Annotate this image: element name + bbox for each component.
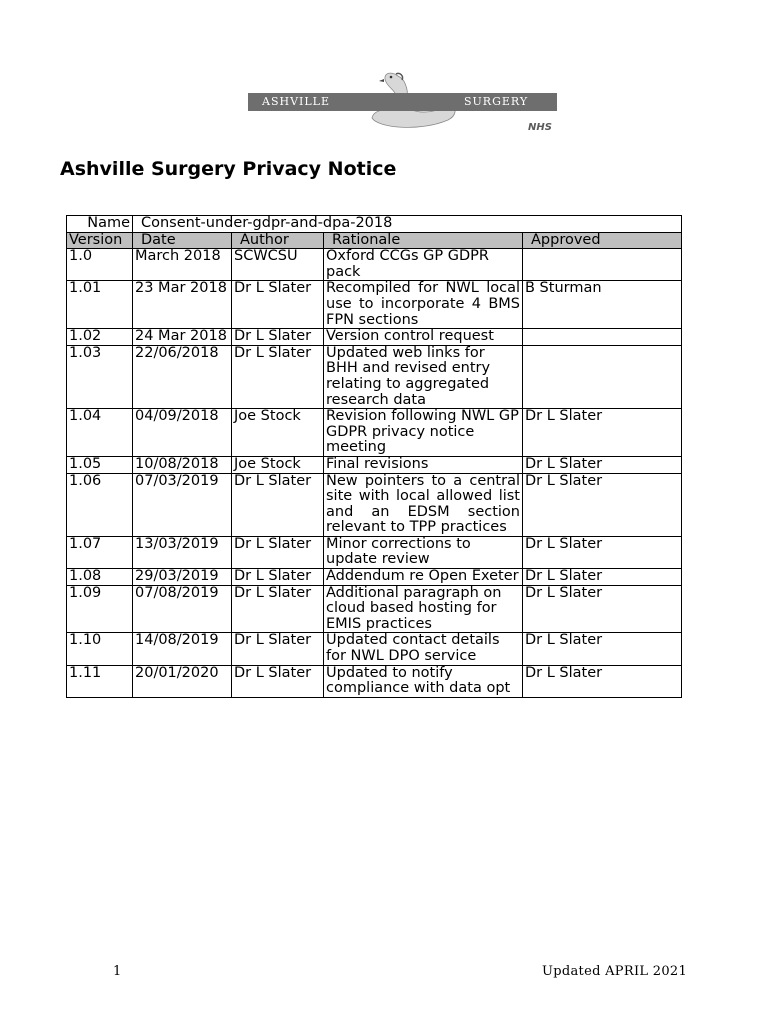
header-date: Date — [133, 232, 232, 249]
cell-version: 1.03 — [67, 345, 133, 408]
cell-date: 29/03/2019 — [133, 569, 232, 586]
table-row — [67, 456, 682, 473]
cell-date: 10/08/2018 — [133, 456, 232, 473]
cell-author: Dr L Slater — [232, 585, 324, 633]
page-title: Ashville Surgery Privacy Notice — [60, 158, 397, 180]
cell-date: 07/03/2019 — [133, 473, 232, 536]
cell-rationale: New pointers to a central site with local allowed list and an EDSM section relevant to TPP practices — [324, 473, 523, 536]
cell-approved: Dr L Slater — [523, 585, 682, 633]
cell-version: 1.11 — [67, 665, 133, 697]
cell-version: 1.06 — [67, 473, 133, 536]
name-label: Name — [67, 216, 133, 233]
cell-author: Dr L Slater — [232, 281, 324, 329]
table-row — [67, 536, 682, 568]
table-row — [67, 473, 682, 536]
cell-author: Dr L Slater — [232, 473, 324, 536]
cell-approved: Dr L Slater — [523, 409, 682, 457]
logo-right-text: SURGERY — [464, 95, 529, 108]
cell-date: 13/03/2019 — [133, 536, 232, 568]
table-row — [67, 345, 682, 408]
header-approved: Approved — [523, 232, 682, 249]
cell-approved: Dr L Slater — [523, 473, 682, 536]
cell-rationale: Updated to notify compliance with data opt — [324, 665, 523, 697]
cell-date: 24 Mar 2018 — [133, 329, 232, 346]
cell-version: 1.10 — [67, 633, 133, 665]
table-row — [67, 585, 682, 633]
cell-author: Joe Stock — [232, 456, 324, 473]
name-value: Consent-under-gdpr-and-dpa-2018 — [133, 216, 682, 233]
cell-approved: Dr L Slater — [523, 633, 682, 665]
name-row — [67, 216, 682, 233]
page-number: 1 — [113, 964, 122, 979]
cell-approved: Dr L Slater — [523, 569, 682, 586]
cell-approved — [523, 249, 682, 281]
cell-version: 1.05 — [67, 456, 133, 473]
cell-author: Dr L Slater — [232, 329, 324, 346]
cell-approved: Dr L Slater — [523, 536, 682, 568]
table-row — [67, 569, 682, 586]
cell-author: Dr L Slater — [232, 665, 324, 697]
table-row — [67, 665, 682, 697]
cell-version: 1.02 — [67, 329, 133, 346]
header-row — [67, 232, 682, 249]
cell-rationale: Minor corrections to update review — [324, 536, 523, 568]
header-rationale: Rationale — [324, 232, 523, 249]
cell-author: Dr L Slater — [232, 569, 324, 586]
table-row — [67, 249, 682, 281]
nhs-mark: NHS — [528, 122, 552, 133]
cell-version: 1.09 — [67, 585, 133, 633]
cell-approved: B Sturman — [523, 281, 682, 329]
surgery-logo — [248, 68, 560, 138]
cell-date: 04/09/2018 — [133, 409, 232, 457]
cell-version: 1.04 — [67, 409, 133, 457]
cell-approved: Dr L Slater — [523, 665, 682, 697]
table-row — [67, 329, 682, 346]
table-row — [67, 633, 682, 665]
cell-author: SCWCSU — [232, 249, 324, 281]
cell-date: 20/01/2020 — [133, 665, 232, 697]
cell-version: 1.07 — [67, 536, 133, 568]
cell-version: 1.08 — [67, 569, 133, 586]
logo-banner — [248, 93, 557, 111]
cell-author: Dr L Slater — [232, 345, 324, 408]
cell-rationale: Updated contact details for NWL DPO service — [324, 633, 523, 665]
cell-date: 14/08/2019 — [133, 633, 232, 665]
header-version: Version — [67, 232, 133, 249]
cell-date: 07/08/2019 — [133, 585, 232, 633]
cell-rationale: Updated web links for BHH and revised entry relating to aggregated research data — [324, 345, 523, 408]
cell-date: 22/06/2018 — [133, 345, 232, 408]
header-author: Author — [232, 232, 324, 249]
cell-rationale: Additional paragraph on cloud based hosting for EMIS practices — [324, 585, 523, 633]
table-row — [67, 409, 682, 457]
table-row — [67, 281, 682, 329]
cell-rationale: Recompiled for NWL local use to incorporate 4 BMS FPN sections — [324, 281, 523, 329]
cell-approved — [523, 329, 682, 346]
cell-version: 1.0 — [67, 249, 133, 281]
logo-left-text: ASHVILLE — [262, 95, 331, 108]
cell-approved — [523, 345, 682, 408]
cell-approved: Dr L Slater — [523, 456, 682, 473]
revision-table — [66, 215, 682, 698]
cell-date: 23 Mar 2018 — [133, 281, 232, 329]
cell-author: Dr L Slater — [232, 633, 324, 665]
cell-rationale: Oxford CCGs GP GDPR pack — [324, 249, 523, 281]
cell-rationale: Final revisions — [324, 456, 523, 473]
cell-rationale: Version control request — [324, 329, 523, 346]
updated-date: Updated APRIL 2021 — [542, 964, 688, 979]
cell-version: 1.01 — [67, 281, 133, 329]
cell-author: Joe Stock — [232, 409, 324, 457]
cell-rationale: Revision following NWL GP GDPR privacy notice meeting — [324, 409, 523, 457]
cell-rationale: Addendum re Open Exeter — [324, 569, 523, 586]
cell-author: Dr L Slater — [232, 536, 324, 568]
cell-date: March 2018 — [133, 249, 232, 281]
